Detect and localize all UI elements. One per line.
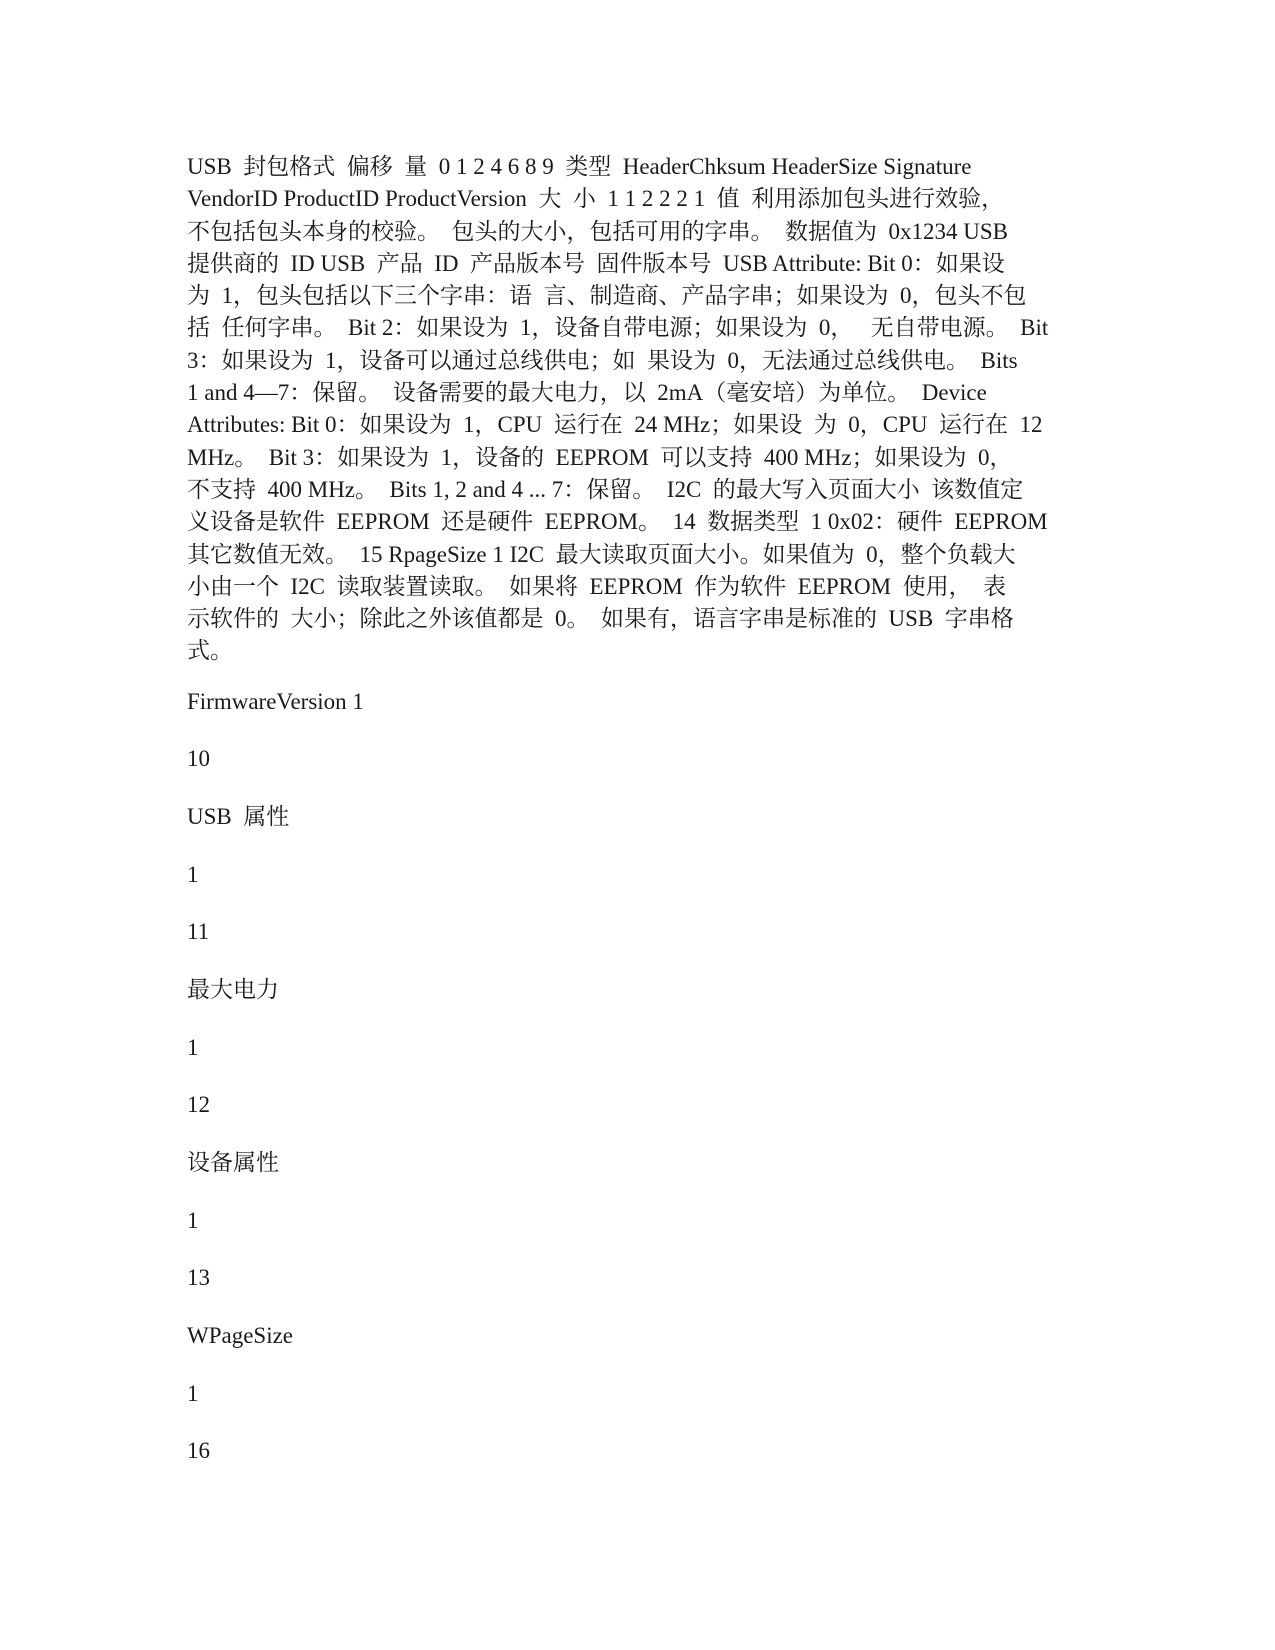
paragraph-line: 不支持 400 MHz。 Bits 1, 2 and 4 ... 7：保留。 I2C 的最大写入页面大小 该数值定 [187, 476, 1024, 502]
offset-value: 12 [187, 1092, 210, 1117]
wpagesize-label: WPageSize [187, 1323, 294, 1348]
paragraph-line: MHz。 Bit 3：如果设为 1，设备的 EEPROM 可以支持 400 MHz；如果设为 0， [187, 444, 1013, 470]
max-power-label: 最大电力 [187, 977, 279, 1002]
paragraph-line: 1 and 4—7：保留。 设备需要的最大电力，以 2mA（毫安培）为单位。 Device [187, 380, 987, 406]
offset-value: 10 [187, 746, 210, 771]
offset-value: 16 [187, 1438, 210, 1463]
paragraph-line: VendorID ProductID ProductVersion 大 小 1 1 2 2 2 1 值 利用添加包头进行效验， [187, 186, 1005, 212]
size-value: 1 [187, 862, 199, 887]
body-paragraph [187, 151, 1127, 668]
paragraph-line: 小由一个 I2C 读取装置读取。 如果将 EEPROM 作为软件 EEPROM 使用， 表 [187, 573, 1007, 599]
paragraph-line: 不包括包头本身的校验。 包头的大小，包括可用的字串。 数据值为 0x1234 USB [187, 218, 1008, 244]
paragraph-line: USB 封包格式 偏移 量 0 1 2 4 6 8 9 类型 HeaderChksum HeaderSize Signature [187, 154, 972, 179]
paragraph-line: 括 任何字串。 Bit 2：如果设为 1，设备自带电源；如果设为 0， 无自带电源。 Bit [187, 315, 1049, 341]
firmware-version-label: FirmwareVersion 1 [187, 689, 364, 714]
size-value: 1 [187, 1035, 199, 1060]
offset-value: 13 [187, 1265, 210, 1290]
paragraph-line: 义设备是软件 EEPROM 还是硬件 EEPROM。 14 数据类型 1 0x02：硬件 EEPROM [187, 509, 1048, 535]
paragraph-line: 示软件的 大小；除此之外该值都是 0。 如果有，语言字串是标准的 USB 字串格 [187, 606, 1014, 632]
paragraph-line: Attributes: Bit 0：如果设为 1，CPU 运行在 24 MHz；如果设 为 0，CPU 运行在 12 [187, 412, 1043, 438]
paragraph-line: 提供商的 ID USB 产品 ID 产品版本号 固件版本号 USB Attribute: Bit 0：如果设 [187, 250, 1005, 276]
device-attribute-label: 设备属性 [187, 1150, 279, 1175]
usb-attribute-label: USB 属性 [187, 804, 290, 829]
paragraph-line: 3：如果设为 1，设备可以通过总线供电；如 果设为 0，无法通过总线供电。 Bits [187, 347, 1018, 373]
paragraph-line: 为 1，包头包括以下三个字串：语 言、制造商、产品字串；如果设为 0，包头不包 [187, 283, 1027, 309]
size-value: 1 [187, 1381, 199, 1406]
paragraph-line: 式。 [187, 638, 233, 664]
size-value: 1 [187, 1208, 199, 1233]
offset-value: 11 [187, 919, 210, 944]
paragraph-line: 其它数值无效。 15 RpageSize 1 I2C 最大读取页面大小。如果值为 0，整个负载大 [187, 541, 1016, 567]
